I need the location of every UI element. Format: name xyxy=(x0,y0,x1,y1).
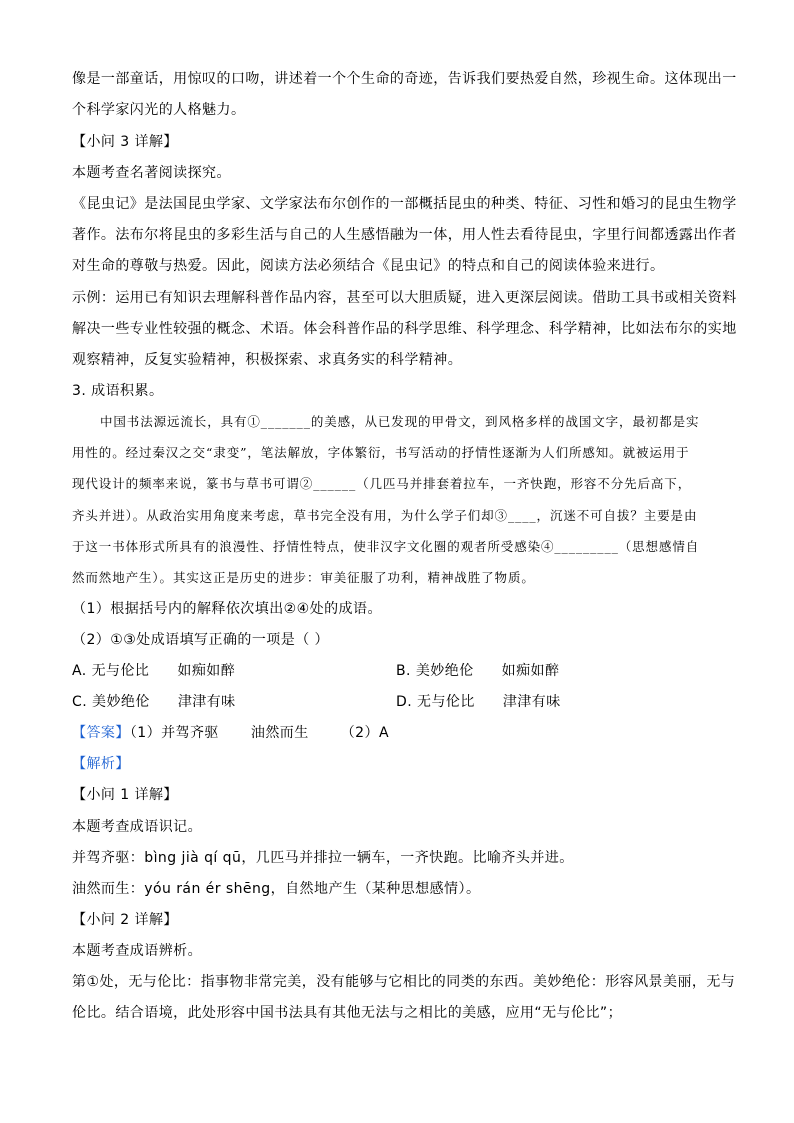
text-line: 像是一部童话，用惊叹的口吻，讲述着一个个生命的奇迹，告诉我们要热爱自然，珍视生命。这体现出一 xyxy=(72,71,737,87)
section-heading: 【小问 2 详解】 xyxy=(72,912,178,928)
options-row-ab xyxy=(72,662,732,680)
text-line: 并驾齐驱：bìng jià qí qū，几匹马并排拉一辆车，一齐快跑。比喻齐头并进。 xyxy=(72,850,574,866)
option-c-label: C. 美妙绝伦 xyxy=(72,694,150,710)
options-row-cd xyxy=(72,693,732,711)
text-line: 个科学家闪光的人格魅力。 xyxy=(72,102,246,118)
answer-part2: （2）A xyxy=(340,725,389,741)
text-line: 本题考查成语辨析。 xyxy=(72,943,203,959)
option-b-word: 如痴如醉 xyxy=(501,663,560,679)
text-line: 本题考查成语识记。 xyxy=(72,819,203,835)
option-d-label: D. 无与伦比 xyxy=(396,694,475,710)
answer-part1: （1）并驾齐驱 xyxy=(129,725,219,741)
answer-part1b: 油然而生 xyxy=(250,725,309,741)
passage-line: 齐头并进）。从政治实用角度来考虑，草书完全没有用，为什么学子们却③____，沉迷不可自拔？主要是由 xyxy=(72,508,698,523)
text-line: 油然而生：yóu rán ér shēng，自然地产生（某种思想感情）。 xyxy=(72,881,481,897)
option-d-word: 津津有味 xyxy=(502,694,561,710)
passage-line: 用性的。经过秦汉之交“隶变”，笔法解放，字体繁衍，书写活动的抒情性逐渐为人们所感知。就被运用于 xyxy=(72,445,690,460)
text-line: 解决一些专业性较强的概念、术语。体会科普作品的科学思维、科学理念、科学精神，比如法布尔的实地 xyxy=(72,321,737,337)
answer-tag: 【答案】 xyxy=(72,725,130,741)
sub-question-2: （2）①③处成语填写正确的一项是（ ） xyxy=(72,632,330,648)
passage-line: 现代设计的频率来说，篆书与草书可谓②______（几匹马并排套着拉车，一齐快跑，形容不分先后高下， xyxy=(72,476,692,491)
option-a-word: 如痴如醉 xyxy=(177,663,236,679)
question-title: 3. 成语积累。 xyxy=(72,383,164,399)
passage-line: 然而然地产生）。其实这正是历史的进步：审美征服了功利，精神战胜了物质。 xyxy=(72,570,535,585)
text-line: 《昆虫记》是法国昆虫学家、文学家法布尔创作的一部概括昆虫的种类、特征、习性和婚习的昆虫生物学 xyxy=(72,196,737,212)
passage-line: 中国书法源远流长，具有①_______的美感，从已发现的甲骨文，到风格多样的战国文字，最初都是实 xyxy=(100,414,700,429)
text-line: 第①处，无与伦比：指事物非常完美，没有能够与它相比的同类的东西。美妙绝伦：形容风景美丽，无与 xyxy=(72,974,736,990)
option-a-label: A. 无与伦比 xyxy=(72,663,150,679)
text-line: 观察精神，反复实验精神，积极探索、求真务实的科学精神。 xyxy=(72,352,463,368)
option-b-label: B. 美妙绝伦 xyxy=(396,663,474,679)
text-line: 本题考查名著阅读探究。 xyxy=(72,165,231,181)
passage-line: 于这一书体形式所具有的浪漫性、抒情性特点，使非汉字文化圈的观者所受感染④_________（思想感情自 xyxy=(72,539,700,554)
text-line: 著作。法布尔将昆虫的多彩生活与自己的人生感悟融为一体，用人性去看待昆虫，字里行间都透露出作者 xyxy=(72,227,737,243)
section-heading: 【小问 3 详解】 xyxy=(72,134,178,150)
answer-line xyxy=(72,724,732,742)
sub-question-1: （1）根据括号内的解释依次填出②④处的成语。 xyxy=(72,601,382,617)
text-line: 示例：运用已有知识去理解科普作品内容，甚至可以大胆质疑，进入更深层阅读。借助工具书或相关资料 xyxy=(72,290,737,306)
analysis-tag: 【解析】 xyxy=(72,756,130,772)
text-line: 对生命的尊敬与热爱。因此，阅读方法必须结合《昆虫记》的特点和自己的阅读体验来进行。 xyxy=(72,258,665,274)
section-heading: 【小问 1 详解】 xyxy=(72,787,178,803)
text-line: 伦比。结合语境，此处形容中国书法具有其他无法与之相比的美感，应用“无与伦比”； xyxy=(72,1005,623,1021)
option-c-word: 津津有味 xyxy=(177,694,236,710)
